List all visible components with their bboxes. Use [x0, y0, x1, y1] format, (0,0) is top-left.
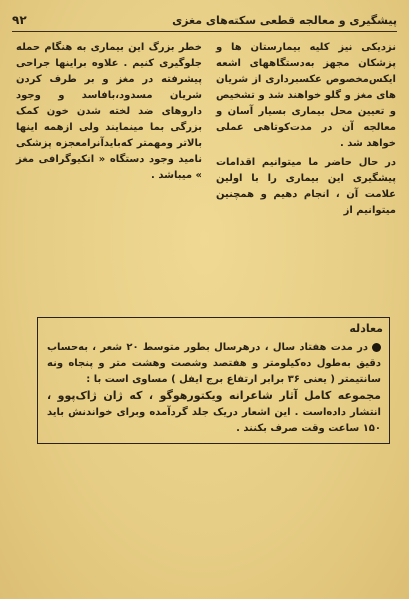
box-paragraph-2 [47, 388, 381, 437]
bullet-icon [372, 343, 381, 352]
box-body [47, 340, 381, 437]
right-column [216, 40, 396, 222]
box-paragraph-2-lead: مجموعه کامل آثار شاعرانه ویکتورهوگو ، که ژان ژاک‌پوو ، [47, 389, 381, 402]
left-column [16, 40, 202, 187]
equation-box [37, 317, 390, 444]
box-paragraph-2-rest: انتشار داده‌است . این اشعار دریک جلد گردآمده وبرای خواندنش باید ۱۵۰ ساعت وقت صرف بکنند . [47, 407, 381, 434]
box-title: معادله [349, 322, 383, 335]
left-column-paragraph-1: خطر بزرگ این بیماری به هنگام حمله جلوگیری کنیم . علاوه براینها جراحی پیشرفته در مغز و بر طرف کردن شریان مسدود،بافاسد و وجود داروهای ضد لخته شدن خون کمک بزرگی بما مینمایند ولی ازهمه اینها بالاتر ومهمتر که‌بایدآنرامعجزه پزشکی نامید وجود دستگاه « انکیوگرافی مغز » میباشد . [16, 42, 202, 181]
running-title: پیشگیری و معالجه قطعی سکته‌های مغزی [172, 13, 397, 27]
box-paragraph-1 [47, 340, 381, 388]
right-column-paragraph-1: نزدیکی نیز کلیه بیمارستان ها و پزشکان مجهز به‌دستگاههای اشعه ایکس‌مخصوص عکسبرداری از شریان های مغز و گلو خواهند شد و تشخیص و تعیین محل بیماری بسیار آسان و معالجه آن در مدت‌کوتاهی عملی خواهد شد . [216, 42, 396, 149]
box-paragraph-1-text: در مدت هفتاد سال ، درهرسال بطور متوسط ۲۰ شعر ، به‌حساب دقیق به‌طول ده‌کیلومتر و هفتصد وشصت وهشت متر و پنجاه ونه سانتیمتر ( یعنی ۳۶ برابر ارتفاع برج ایفل ) مساوی است با : [47, 342, 381, 385]
page-number: ۹۲ [12, 13, 27, 27]
page-header [12, 10, 397, 30]
right-column-paragraph-2: در حال حاضر ما میتوانیم اقدامات پیشگیری این بیماری را با اولین علامت آن ، انجام دهیم و همچنین میتوانیم از [216, 157, 396, 216]
header-divider [12, 31, 397, 32]
